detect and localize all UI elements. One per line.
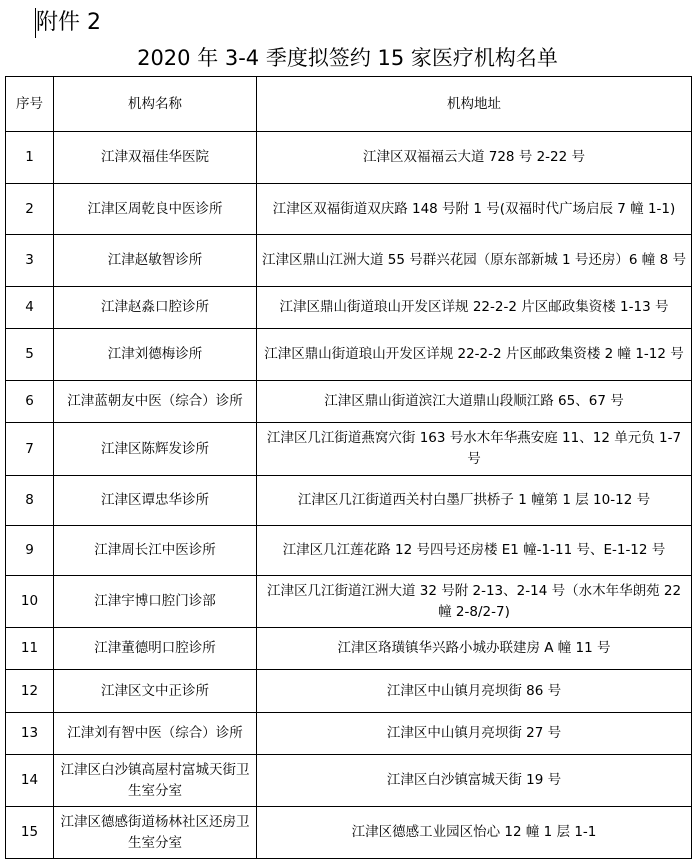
row-no: 13 — [6, 713, 54, 755]
column-header-no: 序号 — [6, 77, 54, 132]
row-no: 2 — [6, 184, 54, 235]
table-row — [6, 381, 692, 423]
row-address: 江津区鼎山江洲大道 55 号群兴花园（原东部新城 1 号还房）6 幢 8 号 — [257, 235, 692, 287]
row-name: 江津赵淼口腔诊所 — [54, 287, 257, 329]
row-name: 江津周长江中医诊所 — [54, 526, 257, 576]
row-address: 江津区中山镇月亮坝街 27 号 — [257, 713, 692, 755]
table-header-row — [6, 77, 692, 132]
table-row — [6, 576, 692, 628]
row-name: 江津区陈辉发诊所 — [54, 423, 257, 476]
row-address: 江津区鼎山街道琅山开发区详规 22-2-2 片区邮政集资楼 1-13 号 — [257, 287, 692, 329]
row-no: 11 — [6, 628, 54, 670]
row-no: 7 — [6, 423, 54, 476]
row-address: 江津区白沙镇富城天街 19 号 — [257, 755, 692, 807]
row-address: 江津区中山镇月亮坝街 86 号 — [257, 670, 692, 713]
table-row — [6, 807, 692, 859]
row-address: 江津区双福福云大道 728 号 2-22 号 — [257, 132, 692, 184]
row-no: 5 — [6, 329, 54, 381]
table-row — [6, 713, 692, 755]
row-no: 6 — [6, 381, 54, 423]
table-row — [6, 476, 692, 526]
row-address: 江津区鼎山街道琅山开发区详规 22-2-2 片区邮政集资楼 2 幢 1-12 号 — [257, 329, 692, 381]
table-row — [6, 670, 692, 713]
row-no: 4 — [6, 287, 54, 329]
row-address: 江津区几江莲花路 12 号四号还房楼 E1 幢-1-11 号、E-1-12 号 — [257, 526, 692, 576]
table-row — [6, 184, 692, 235]
row-name: 江津区谭忠华诊所 — [54, 476, 257, 526]
column-header-address: 机构地址 — [257, 77, 692, 132]
row-no: 3 — [6, 235, 54, 287]
row-no: 1 — [6, 132, 54, 184]
row-no: 9 — [6, 526, 54, 576]
table-row — [6, 235, 692, 287]
attachment-label: 附件 2 — [36, 10, 101, 35]
row-no: 10 — [6, 576, 54, 628]
table-row — [6, 628, 692, 670]
page-title: 2020 年 3-4 季度拟签约 15 家医疗机构名单 — [137, 46, 558, 70]
row-name: 江津刘有智中医（综合）诊所 — [54, 713, 257, 755]
table-row — [6, 423, 692, 476]
row-name: 江津董德明口腔诊所 — [54, 628, 257, 670]
row-name: 江津双福佳华医院 — [54, 132, 257, 184]
row-address: 江津区几江街道西关村白墨厂拱桥子 1 幢第 1 层 10-12 号 — [257, 476, 692, 526]
row-no: 14 — [6, 755, 54, 807]
row-name: 江津区白沙镇高屋村富城天街卫生室分室 — [54, 755, 257, 807]
row-no: 12 — [6, 670, 54, 713]
table-row — [6, 132, 692, 184]
row-address: 江津区几江街道江洲大道 32 号附 2-13、2-14 号（水木年华朗苑 22 幢 2-8/2-7) — [257, 576, 692, 628]
row-address: 江津区珞璜镇华兴路小城办联建房 A 幢 11 号 — [257, 628, 692, 670]
row-name: 江津区德感街道杨林社区还房卫生室分室 — [54, 807, 257, 859]
row-name: 江津区文中正诊所 — [54, 670, 257, 713]
row-name: 江津刘德梅诊所 — [54, 329, 257, 381]
row-name: 江津宇博口腔门诊部 — [54, 576, 257, 628]
column-header-name: 机构名称 — [54, 77, 257, 132]
table-row — [6, 329, 692, 381]
row-name: 江津赵敏智诊所 — [54, 235, 257, 287]
table-row — [6, 526, 692, 576]
table-row — [6, 287, 692, 329]
row-address: 江津区双福街道双庆路 148 号附 1 号(双福时代广场启辰 7 幢 1-1) — [257, 184, 692, 235]
table-row — [6, 755, 692, 807]
institution-table — [5, 76, 692, 859]
row-no: 8 — [6, 476, 54, 526]
row-address: 江津区鼎山街道滨江大道鼎山段顺江路 65、67 号 — [257, 381, 692, 423]
row-name: 江津区周乾良中医诊所 — [54, 184, 257, 235]
row-address: 江津区几江街道燕窝穴街 163 号水木年华燕安庭 11、12 单元负 1-7 号 — [257, 423, 692, 476]
row-address: 江津区德感工业园区怡心 12 幢 1 层 1-1 — [257, 807, 692, 859]
row-name: 江津蓝朝友中医（综合）诊所 — [54, 381, 257, 423]
row-no: 15 — [6, 807, 54, 859]
